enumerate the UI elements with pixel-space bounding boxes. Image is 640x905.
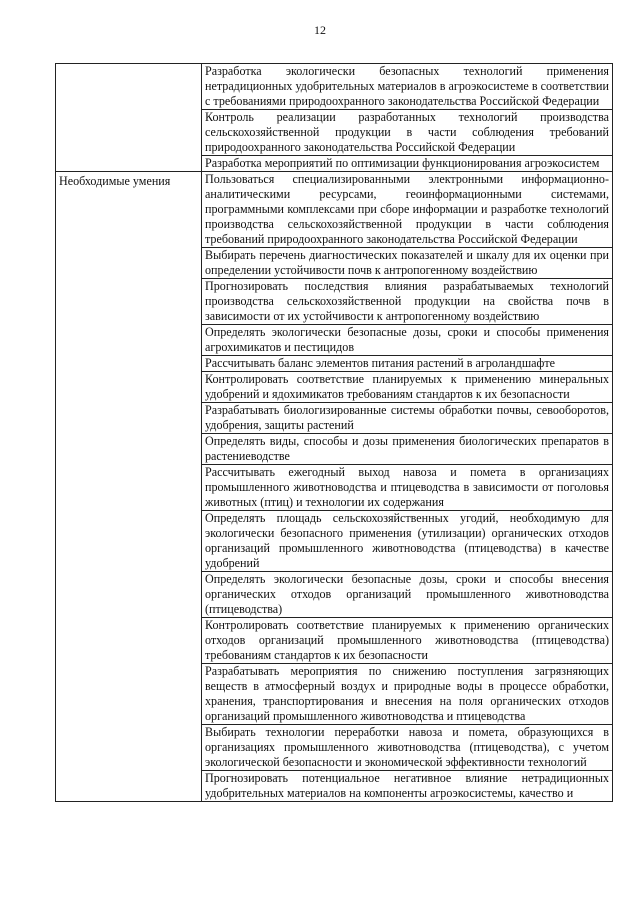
table-cell: Пользоваться специализированными электронными информационно-аналитическими ресурсами, геоинформационными системами, программными комплексами при сборе информации и разработке технологий производства сельскохозяйственной продукции в части соблюдения требований природоохранного законодательства Российской Федерации (202, 172, 613, 248)
table-cell: Прогнозировать последствия влияния разрабатываемых технологий производства сельскохозяйственной продукции на свойства почв в зависимости от их устойчивости к антропогенному воздействию (202, 279, 613, 325)
table-cell: Определять экологически безопасные дозы, сроки и способы применения агрохимикатов и пестицидов (202, 325, 613, 356)
page-number: 12 (314, 23, 326, 37)
table-cell: Выбирать перечень диагностических показателей и шкалу для их оценки при определении устойчивости почв к антропогенному воздействию (202, 248, 613, 279)
skills-label: Необходимые умения (59, 174, 171, 188)
table-cell: Выбирать технологии переработки навоза и помета, образующихся в организациях промышленного животноводства (птицеводства), с учетом экологической безопасности и экономической эффективности технологий (202, 725, 613, 771)
table-cell: Разрабатывать биологизированные системы обработки почвы, севооборотов, удобрения, защиты растений (202, 403, 613, 434)
table-cell: Определять виды, способы и дозы применения биологических препаратов в растениеводстве (202, 434, 613, 465)
table-cell: Разработка мероприятий по оптимизации функционирования агроэкосистем (202, 156, 613, 172)
table-row (56, 64, 613, 110)
empty-label-cell (56, 64, 202, 172)
table-cell: Рассчитывать баланс элементов питания растений в агроландшафте (202, 356, 613, 372)
table-cell: Определять площадь сельскохозяйственных угодий, необходимую для экологически безопасного применения (утилизации) органических отходов организаций промышленного животноводства (птицеводства) в качестве удобрений (202, 511, 613, 572)
table-cell: Прогнозировать потенциальное негативное влияние нетрадиционных удобрительных материалов на компоненты агроэкосистемы, качество и (202, 771, 613, 802)
table-cell: Разрабатывать мероприятия по снижению поступления загрязняющих веществ в атмосферный воздух и природные воды в процессе обработки, хранения, транспортирования и внесения на поля органических отходов организаций промышленного животноводства и птицеводства (202, 664, 613, 725)
table-cell: Контроль реализации разработанных технологий производства сельскохозяйственной продукции в части соблюдения требований природоохранного законодательства Российской Федерации (202, 110, 613, 156)
table-row (56, 172, 613, 248)
table-cell: Контролировать соответствие планируемых к применению органических отходов организаций промышленного животноводства (птицеводства) требованиям стандартов к их безопасности (202, 618, 613, 664)
table-cell: Контролировать соответствие планируемых к применению минеральных удобрений и ядохимикатов требованиям стандартов к их безопасности (202, 372, 613, 403)
table-cell: Определять экологически безопасные дозы, сроки и способы внесения органических отходов организаций промышленного животноводства (птицеводства) (202, 572, 613, 618)
skills-label-cell (56, 172, 202, 802)
table-cell: Рассчитывать ежегодный выход навоза и помета в организациях промышленного животноводства и птицеводства в зависимости от поголовья животных (птиц) и технологии их содержания (202, 465, 613, 511)
table-cell: Разработка экологически безопасных технологий применения нетрадиционных удобрительных материалов в агроэкосистеме в соответствии с требованиями природоохранного законодательства Российской Федерации (202, 64, 613, 110)
competency-table (55, 63, 613, 802)
